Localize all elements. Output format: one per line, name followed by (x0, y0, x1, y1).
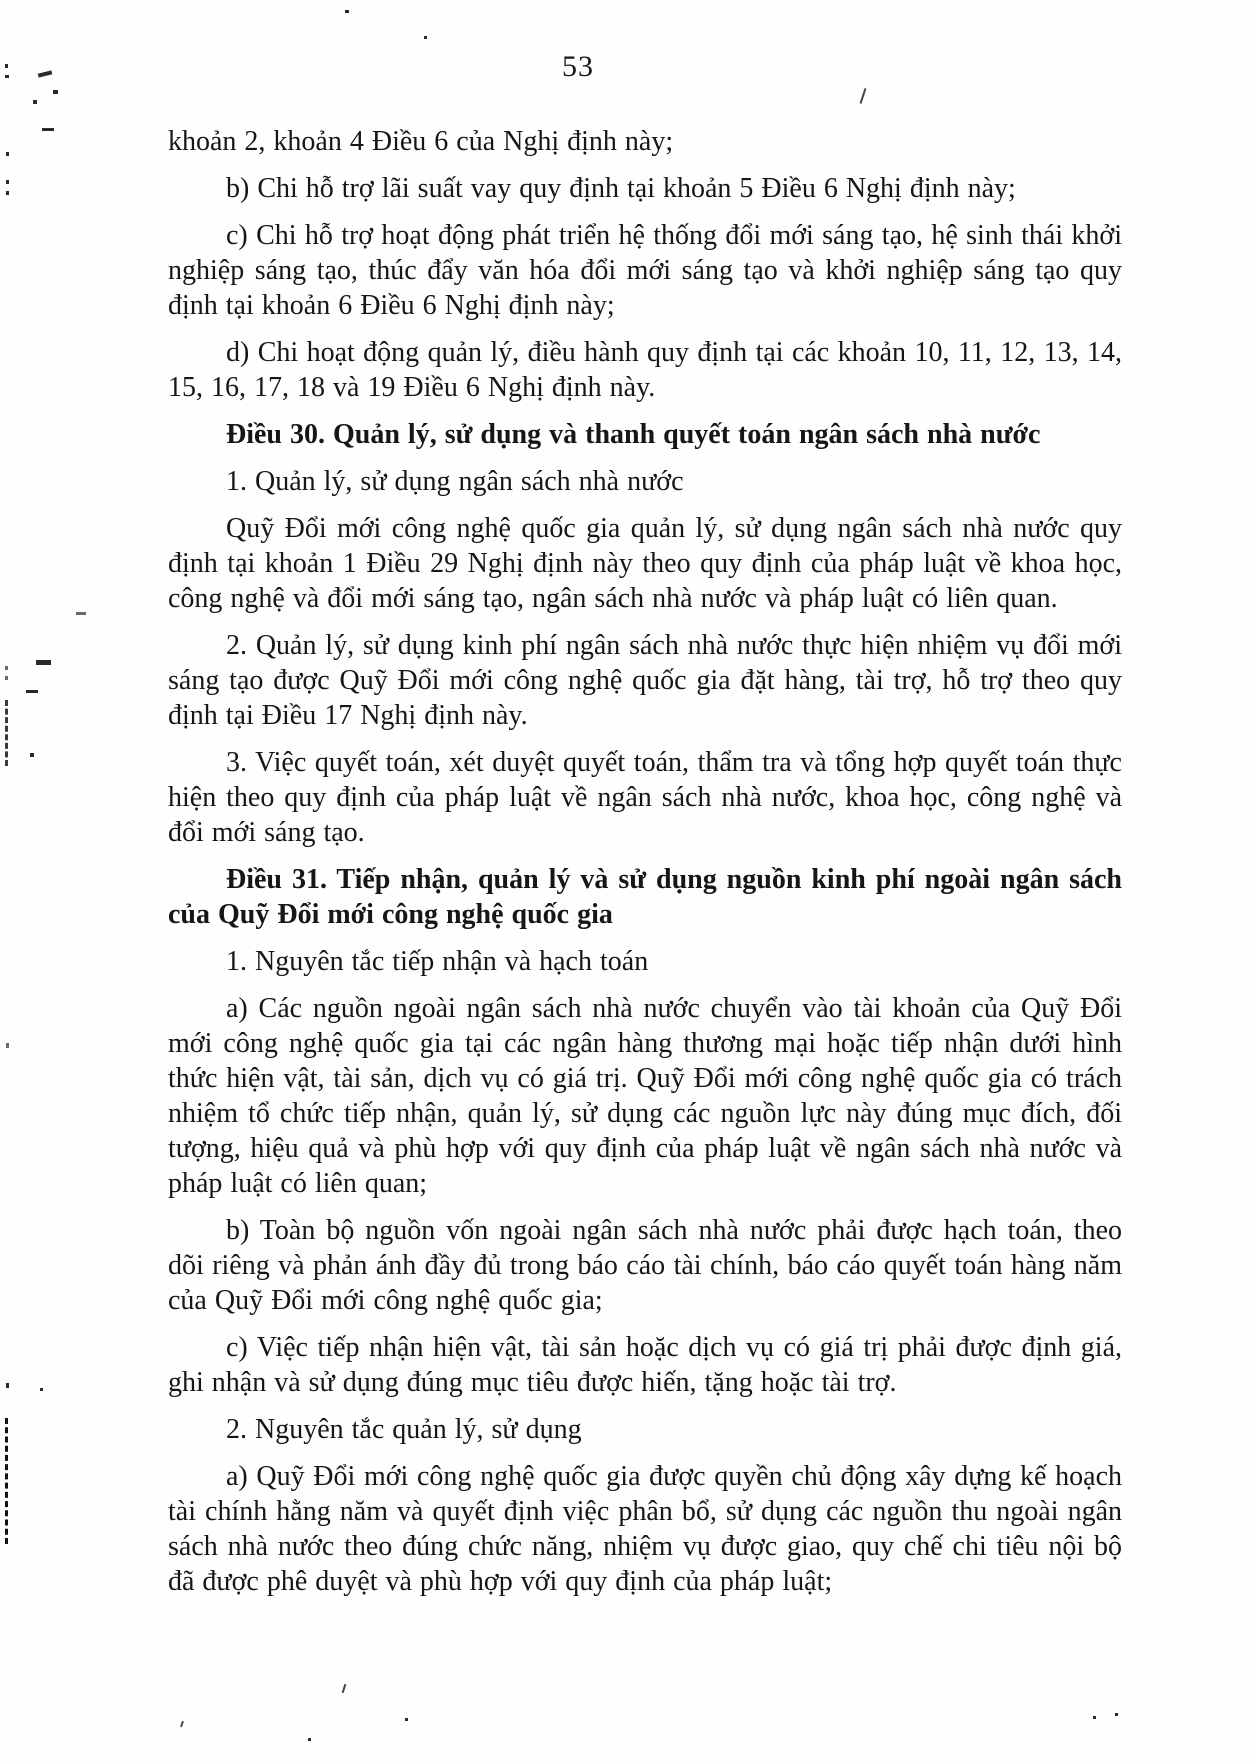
scan-speck (6, 180, 9, 184)
scan-speck (30, 753, 34, 757)
article-heading: Điều 31. Tiếp nhận, quản lý và sử dụng nguồn kinh phí ngoài ngân sách của Quỹ Đổi mới công nghệ quốc gia (168, 864, 1122, 930)
scan-speck (53, 90, 58, 94)
paragraph: 2. Nguyên tắc quản lý, sử dụng (226, 1414, 582, 1445)
scan-speck (40, 1388, 43, 1391)
paragraph: c) Việc tiếp nhận hiện vật, tài sản hoặc dịch vụ có giá trị phải được định giá, ghi nhận và sử dụng đúng mục tiêu được hiến, tặng hoặc tài trợ. (168, 1332, 1122, 1398)
scan-dashed-line (5, 700, 8, 766)
paragraph: 1. Quản lý, sử dụng ngân sách nhà nước (226, 466, 684, 497)
paragraph: b) Toàn bộ nguồn vốn ngoài ngân sách nhà nước phải được hạch toán, theo dõi riêng và phản ánh đầy đủ trong báo cáo tài chính, báo cáo quyết toán hàng năm của Quỹ Đổi mới công nghệ quốc gia; (168, 1215, 1122, 1316)
scan-speck (345, 10, 349, 13)
paragraph: c) Chi hỗ trợ hoạt động phát triển hệ thống đổi mới sáng tạo, hệ sinh thái khởi nghiệp sáng tạo, thúc đẩy văn hóa đổi mới sáng tạo và khởi nghiệp sáng tạo quy định tại khoản 6 Điều 6 Nghị định này; (168, 220, 1122, 321)
paragraph: 3. Việc quyết toán, xét duyệt quyết toán, thẩm tra và tổng hợp quyết toán thực hiện theo quy định của pháp luật về ngân sách nhà nước, khoa học, công nghệ và đổi mới sáng tạo. (168, 747, 1122, 848)
paragraph: a) Quỹ Đổi mới công nghệ quốc gia được quyền chủ động xây dựng kế hoạch tài chính hằng năm và quyết định việc phân bổ, sử dụng các nguồn thu ngoài ngân sách nhà nước theo đúng chức năng, nhiệm vụ được giao, quy chế chi tiêu nội bộ đã được phê duyệt và phù hợp với quy định của pháp luật; (168, 1461, 1122, 1597)
article-heading: Điều 30. Quản lý, sử dụng và thanh quyết toán ngân sách nhà nước (226, 419, 1041, 450)
paragraph: 1. Nguyên tắc tiếp nhận và hạch toán (226, 946, 649, 977)
scan-speck (76, 612, 86, 615)
scan-speck (405, 1718, 408, 1721)
scan-speck (5, 75, 9, 78)
scan-speck (5, 666, 8, 670)
paragraph: khoản 2, khoản 4 Điều 6 của Nghị định này; (168, 126, 674, 157)
page-body (168, 124, 1122, 1611)
paragraph: Quỹ Đổi mới công nghệ quốc gia quản lý, sử dụng ngân sách nhà nước quy định tại khoản 1 Điều 29 Nghị định này theo quy định của pháp luật về khoa học, công nghệ và đổi mới sáng tạo, ngân sách nhà nước và pháp luật có liên quan. (168, 513, 1122, 614)
scan-speck (5, 64, 8, 68)
scan-speck (308, 1738, 311, 1741)
paragraph: b) Chi hỗ trợ lãi suất vay quy định tại khoản 5 Điều 6 Nghị định này; (226, 173, 1016, 204)
scan-speck (180, 1721, 184, 1727)
scan-speck (6, 1043, 9, 1048)
scan-speck (6, 152, 9, 156)
scan-speck (342, 1684, 347, 1693)
scan-speck (424, 36, 427, 39)
scan-dashed-line (5, 1418, 8, 1544)
scan-speck (26, 690, 38, 693)
scan-speck (6, 1383, 9, 1388)
scan-speck (36, 660, 51, 665)
scan-speck (1115, 1713, 1118, 1716)
scan-speck (860, 88, 867, 104)
scan-speck (5, 676, 8, 680)
scan-speck (1093, 1716, 1096, 1719)
paragraph: 2. Quản lý, sử dụng kinh phí ngân sách nhà nước thực hiện nhiệm vụ đổi mới sáng tạo được Quỹ Đổi mới công nghệ quốc gia đặt hàng, tài trợ, hỗ trợ theo quy định tại Điều 17 Nghị định này. (168, 630, 1122, 731)
paragraph: a) Các nguồn ngoài ngân sách nhà nước chuyển vào tài khoản của Quỹ Đổi mới công nghệ quốc gia tại các ngân hàng thương mại hoặc tiếp nhận dưới hình thức hiện vật, tài sản, dịch vụ có giá trị. Quỹ Đổi mới công nghệ quốc gia có trách nhiệm tổ chức tiếp nhận, quản lý, sử dụng các nguồn lực này đúng mục đích, đối tượng, hiệu quả và phù hợp với quy định của pháp luật về ngân sách nhà nước và pháp luật có liên quan; (168, 993, 1122, 1199)
scan-speck (42, 128, 54, 131)
page-number: 53 (562, 50, 594, 83)
scan-speck (6, 191, 9, 195)
paragraph: d) Chi hoạt động quản lý, điều hành quy định tại các khoản 10, 11, 12, 13, 14, 15, 16, 17, 18 và 19 Điều 6 Nghị định này. (168, 337, 1122, 403)
scan-speck (33, 100, 37, 104)
